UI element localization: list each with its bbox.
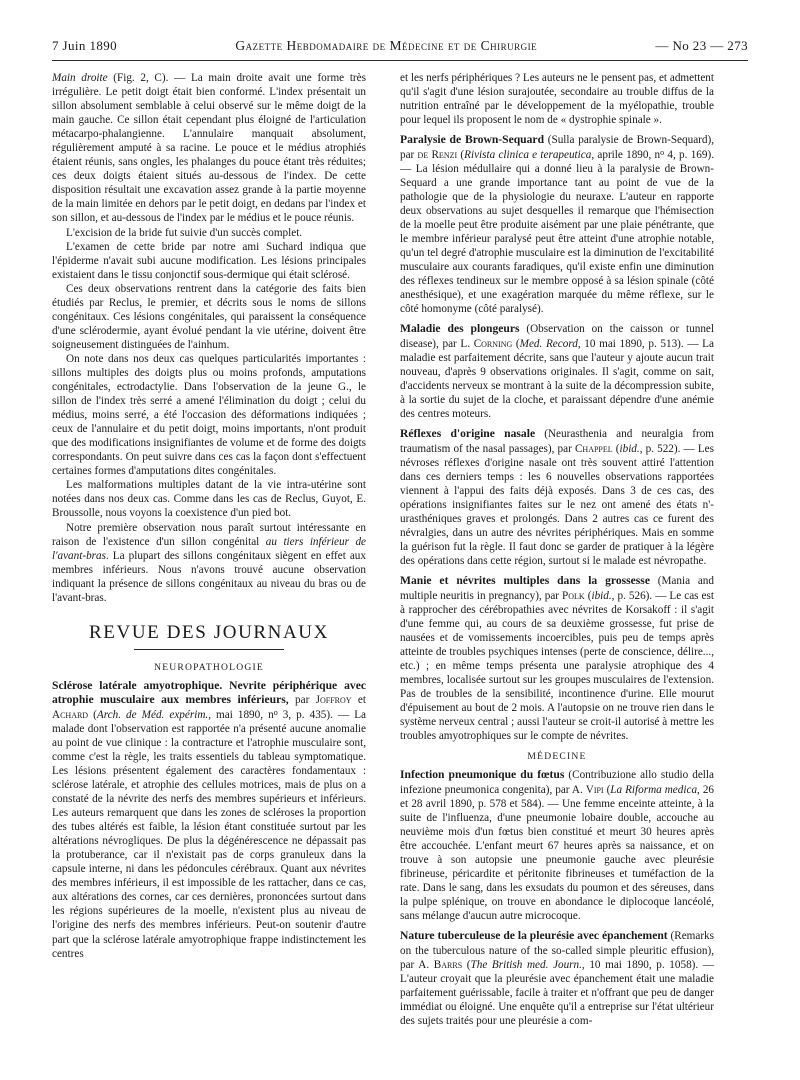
journal-entry: Sclérose latérale amyotrophique. Nevrite périphérique avec atrophie musculaire aux membres inférieurs, par Joffroy et Achard (Arch. de Méd. expérim., mai 1890, $n^o$ 3, p. 435). — La malade dont l'observation est rapportée n'a présenté aucune anomalie au point de vue clinique : la contracture et l'atrophie musculaire sont, comme c'est la règle, les traits essentiels du tableau symptomatique. Les lésions présentent également des caractères fondamentaux : sclérose latérale, et atrophie des cellules motrices, mais de plus on a constaté de la névrite des nerfs des membres supérieurs et inférieurs. Les auteurs remarquent que dans les zones de scléroses la proportion des tubes altérés est faible, la lésion étant constituée surtout par les altérations névrogliques. De plus la dégénérescence ne dépassait pas la protuberance, car il n'existait pas de corps granuleux dans la capsule interne, ni dans les pédoncules cérébraux. Quant aux névrites des membres inférieurs, il est impossible de les rattacher, dans ce cas, aux altérations des cornes, car ces dernières, prononcées surtout dans les régions supérieures de la moelle, n'existent plus au niveau de l'origine des nerfs des membres inférieurs. Peut-on soutenir d'autre part que la sclérose latérale amyotrophique frappe indistinctement les centres bbox=[52, 678, 366, 960]
entry-title: Manie et névrites multiples dans la grossesse bbox=[400, 574, 650, 588]
column-right bbox=[384, 71, 715, 1027]
subsection-heading: MÉDECINE bbox=[527, 751, 587, 763]
paragraph: On note dans nos deux cas quelques particularités importantes : sillons multiples des doigts plus ou moins profonds, amputations congénitales, ectrodactylie. Dans l'observation de la jeune G., le sillon de l'index très serré a amené l'élimination du doigt ; celui du médius, moins serré, a été l'occasion des déformations indiquées ; ceux de l'annulaire et du petit doigt, moins importants, n'ont produit que des modifications insignifiantes de volume et de forme des doigts correspondants. On peut suivre dans ces cas la façon dont s'effectuent certaines formes d'amputations dites congénitales. bbox=[52, 352, 366, 478]
entry-title: Paralysie de Brown-Sequard bbox=[400, 133, 545, 147]
entry-title: Réflexes d'origine nasale bbox=[400, 427, 536, 441]
section-heading: REVUE DES JOURNAUX bbox=[89, 621, 329, 643]
entry-title: Maladie des plongeurs bbox=[400, 322, 520, 336]
two-column-body bbox=[52, 71, 748, 1027]
paragraph: Ces deux observations rentrent dans la catégorie des faits bien étudiés par Reclus, le premier, et décrits sous le noms de sillons congénitaux. Ces lésions congénitales, qui paraissent la conséquence d'une sclérodermie, ayant évolué pendant la vie utérine, doivent être soigneusement distinguées de l'ainhum. bbox=[52, 282, 366, 351]
masthead bbox=[52, 38, 748, 58]
journal-entry: Maladie des plongeurs (Observation on the caisson or tunnel disease), par L. Corning (Med. Record, 10 mai 1890, p. 513). — La maladie est parfaitement décrite, sans que l'auteur y ajoute aucun trait nouveau, d'après 9 observations originales. Il s'agit, comme on sait, d'accidents nerveux se montrant à la suite de la décompression subite, à la sortie du sujet de la cloche, et paraissant dépendre d'une anémie des centres moteurs. bbox=[400, 322, 714, 421]
journal-entry: Paralysie de Brown-Sequard (Sulla paralysie de Brown-Sequard), par de Renzi (Rivista clinica e terapeutica, aprile 1890, $n^o$ 4, p. 169). — La lésion médullaire qui a donné lieu à la paralysie de Brown-Sequard a une grande importance tant au point de vue de la pathologie que de la physiologie du neuraxe. L'auteur en rapporte deux observations au sujet desquelles il remarque que l'hémisection de la moelle peut être produite aisément par une plaie pénétrante, que le membre inférieur paralysé peut être atteint d'une atrophie notable, qu'un tel degré d'atrophie musculaire est la diminution de l'excitabilité musculaire aux courants faradiques, qu'il existe enfin une diminution des réflexes tendineux sur le membre opposé à sa lésion spinale (côté anesthésique), et une exagération marquée du même réflexe, sur le côté homonyme (côté paralysé). bbox=[400, 133, 715, 316]
paragraph: Notre première observation nous paraît surtout intéressante en raison de l'existence d'un sillon congénital au tiers inférieur de l'avant-bras. La plupart des sillons congénitaux siègent en effet aux membres inférieurs. Nous n'avons trouvé aucune observation indiquant la présence de sillons congénitaux au niveau du bras ou de l'avant-bras. bbox=[52, 521, 367, 604]
journal-entry: Manie et névrites multiples dans la grossesse (Mania and multiple neuritis in pregnancy), par Polk (ibid., p. 526). — Le cas est à rapprocher des cérébropathies avec névrites de Korsakoff : il s'agit d'une femme qui, au cours de sa deuxième grossesse, fut prise de nausées et de vomissements incoercibles, puis peu de temps après atteinte de troubles psychiques intenses (perte de conscience, délire..., etc.) ; en même temps présenta une paralysie atrophique des 4 membres, localisée surtout sur les groupes musculaires de l'extension. Pas de troubles de la sensibilité, incontinence d'urine. Elle mourut d'épuisement au bout de 2 mois. A l'autopsie on ne trouve rien dans le système nerveux central ; aussi l'auteur se croit-il autorisé à mettre les troubles amyotrophiques sur le compte de névrites. bbox=[400, 574, 714, 743]
entry-title: Nature tuberculeuse de la pleurésie avec épanchement bbox=[400, 929, 668, 943]
journal-entry: Réflexes d'origine nasale (Neurasthenia and neuralgia from traumatism of the nasal passages), par Chappel (ibid., p. 522). — Les névroses réflexes d'origine nasale ont très souvent attiré l'attention dans ces derniers temps : les 6 nouvelles observations rapportées viennent à l'appui des faits déjà exposés. Dans 3 de ces cas, des opérations insignifiantes faites sur le nez ont amené des états n'-urasthéniques graves et prolongés. Dans 2 autres cas ce furent des névralgies, dans un autre des névrites périphériques. Mais en somme la guérison fut la règle. Il faut donc se garder de pratiquer à la légère des opérations dans cette région, surtout si le malade est névropathe. bbox=[400, 427, 714, 568]
journal-entry: Nature tuberculeuse de la pleurésie avec épanchement (Remarks on the tuberculous nature of the so-called simple pleuritic effusion), par A. Barrs (The British med. Journ., 10 mai 1890, p. 1058). — L'auteur croyait que la pleurésie avec épanchement était une maladie parfaitement guérissable, facile à traiter et n'offrant que peu de danger immédiat ou éloigné. Une enquête qu'il a entreprise sur l'état ultérieur des sujets traités pour une pleurésie a com- bbox=[400, 929, 715, 1027]
entry-title: Sclérose latérale amyotrophique. Nevrite périphérique avec atrophie musculaire aux membres inférieurs, bbox=[52, 678, 366, 707]
journal-entry: Infection pneumonique du fœtus (Contribuzione allo studio della infezione pneumonica congenita), par A. Vipi (La Riforma medica, 26 et 28 avril 1890, p. 578 et 584). — Une femme enceinte atteinte, à la suite de l'influenza, d'une pneumonie lobaire double, accouche au neuvième mois d'un fœtus bien constitué et meurt 30 heures après être accouchée. L'enfant meurt 67 heures après sa naissance, et on trouve à son autopsie une pneumonie gauche avec pleurésie fibrineuse, péricardite et péritonite fibrineuses et tuméfaction de la rate. Dans le sang, dans les exsudats du poumon et des séreuses, dans la pulpe splénique, on trouve en abondance le diplocoque lancéolé, sans mélange d'aucun autre microcoque. bbox=[400, 768, 715, 923]
issue-folio: — No 23 — 273 bbox=[655, 38, 748, 53]
entry-title: Infection pneumonique du fœtus bbox=[400, 768, 565, 782]
paragraph: L'excision de la bride fut suivie d'un succès complet. bbox=[66, 226, 303, 239]
masthead-rule bbox=[52, 60, 748, 61]
section-rule bbox=[134, 649, 284, 650]
paragraph: Main droite (Fig. 2, C). — La main droite avait une forme très irrégulière. Le petit doigt était bien conformé. L'index présentait un sillon absolument semblable à celui observé sur le même doigt de la main gauche. Ce sillon était cependant plus éloigné de l'articulation métacarpo-phalangienne. L'annulaire manquait absolument, régulièrement amputé à sa racine. Le pouce et le médius atrophiés étaient réunis, sans ongles, les phalanges du pouce étant très réduites; ces deux doigts étaient situés au-dessous de l'index. De cette disposition résultait une excavation assez grande à la partie moyenne de la main limitée en dehors par le petit doigt, en dedans par l'index et son sillon, et au-dessous de l'index par le médius et le pouce réunis. bbox=[52, 72, 366, 225]
subsection-heading: NEUROPATHOLOGIE bbox=[154, 661, 264, 673]
paragraph: Les malformations multiples datant de la vie intra-utérine sont notées dans nos deux cas. Comme dans les cas de Reclus, Guyot, E. Broussolle, nous voyons la coexistence d'un pied bot. bbox=[52, 479, 366, 520]
paragraph: et les nerfs périphériques ? Les auteurs ne le pensent pas, et admettent qu'il s'agit d'une lésion surajoutée, secondaire au trouble diffus de la nutrition entraîné par le développement de la myélopathie, trouble pour lequel ils proposent le nom de « dystrophie spinale ». bbox=[400, 72, 714, 127]
paragraph: L'examen de cette bride par notre ami Suchard indiqua que l'épiderme n'avait subi aucune modification. Les lésions principales existaient dans le tissu conjonctif sous-dermique qui était sclérosé. bbox=[52, 240, 366, 281]
journal-title: Gazette Hebdomadaire de Médecine et de Chirurgie bbox=[235, 38, 538, 53]
issue-date: 7 Juin 1890 bbox=[52, 38, 118, 53]
column-left bbox=[52, 71, 382, 1023]
